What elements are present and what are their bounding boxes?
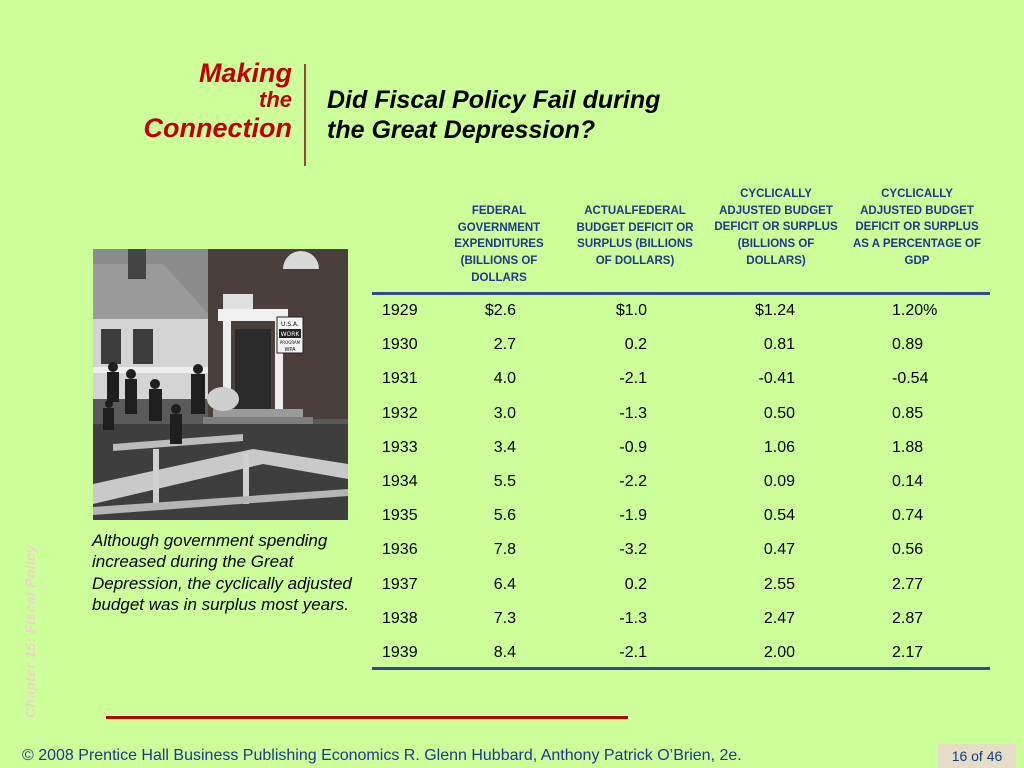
cell-actual-deficit: -0.9: [619, 438, 647, 456]
wpa-photo-illustration: [93, 249, 348, 520]
table-row: [372, 362, 990, 396]
cell-cyclically-adjusted: 0.81: [763, 336, 795, 354]
cell-federal-expenditures: 5.5: [493, 472, 516, 490]
brand-connection: Connection: [143, 112, 292, 143]
cell-cyclically-adjusted: 0.54: [763, 507, 795, 525]
brand-divider: [304, 64, 306, 166]
sign-text-wpa: WPA: [284, 347, 296, 353]
wpa-workers-photo: [93, 249, 348, 520]
cell-federal-expenditures: 8.4: [493, 643, 516, 661]
table-row: [372, 636, 990, 670]
cell-actual-deficit: -1.3: [619, 404, 647, 422]
cell-actual-deficit: -2.1: [619, 370, 647, 388]
cell-pct-gdp: 0.14: [892, 472, 924, 490]
table-row: [372, 397, 990, 431]
cell-pct-gdp: 0.56: [892, 541, 924, 559]
cell-federal-expenditures: 3.0: [493, 404, 516, 422]
brand-the: the: [259, 87, 292, 113]
cell-cyclically-adjusted: 2.55: [763, 575, 795, 593]
cell-pct-gdp: -0.54: [892, 370, 929, 388]
slide-title: [327, 85, 787, 145]
column-header-federal-expenditures: FEDERAL GOVERNMENT EXPENDITURES (BILLIONS OF DOLLARS: [454, 205, 544, 284]
cell-pct-gdp: 1.88: [892, 438, 924, 456]
making-the-connection-brand: [144, 58, 293, 143]
sign-text-program: PROGRAM: [279, 340, 301, 345]
photo-caption: Although government spending increased during the Great Depression, the cyclically adjusted budget was in surplus most years.: [92, 531, 352, 614]
cell-pct-gdp: 0.89: [892, 336, 924, 354]
cell-pct-gdp: 0.74: [892, 507, 924, 525]
brand-making: Making: [198, 58, 292, 88]
cell-cyclically-adjusted: 0.09: [763, 472, 795, 490]
cell-cyclically-adjusted: $1.24: [754, 302, 795, 319]
cell-actual-deficit: -1.9: [619, 507, 647, 525]
slide-title-line-2: the Great Depression?: [327, 116, 596, 144]
chapter-sidebar-label: Chapter 15: Fiscal Policy: [22, 544, 38, 718]
cell-year: 1930: [382, 336, 418, 354]
table-footer-rule: [372, 667, 990, 670]
cell-actual-deficit: -1.3: [619, 609, 647, 627]
cell-year: 1938: [382, 609, 418, 627]
slide-title-line-1: Did Fiscal Policy Fail during: [327, 86, 661, 114]
cell-actual-deficit: 0.2: [624, 575, 647, 593]
sign-text-work: WORK: [280, 331, 300, 338]
footer-credit: © 2008 Prentice Hall Business Publishing Economics R. Glenn Hubbard, Anthony Patrick O’Brien, 2e.: [22, 747, 742, 764]
cell-year: 1934: [382, 472, 418, 490]
cell-cyclically-adjusted: -0.41: [758, 370, 795, 388]
table-row: [372, 328, 990, 362]
cell-year: 1933: [382, 438, 418, 456]
cell-pct-gdp: 2.17: [892, 643, 924, 661]
cell-cyclically-adjusted: 2.47: [763, 609, 795, 627]
cell-cyclically-adjusted: 0.47: [763, 541, 795, 559]
cell-federal-expenditures: 7.3: [493, 609, 516, 627]
cell-federal-expenditures: 3.4: [493, 438, 516, 456]
cell-year: 1932: [382, 404, 418, 422]
cell-federal-expenditures: 4.0: [493, 370, 516, 388]
cell-actual-deficit: -3.2: [619, 541, 647, 559]
cell-year: 1939: [382, 643, 418, 661]
fiscal-data-table: [372, 294, 990, 670]
table-row: [372, 568, 990, 602]
cell-cyclically-adjusted: 0.50: [763, 404, 795, 422]
cell-cyclically-adjusted: 1.06: [763, 438, 795, 456]
table-row: [372, 431, 990, 465]
table-row: [372, 533, 990, 567]
cell-pct-gdp: 2.87: [892, 609, 924, 627]
cell-federal-expenditures: 2.7: [493, 336, 516, 354]
cell-federal-expenditures: $2.6: [484, 302, 516, 319]
table-row: [372, 602, 990, 636]
cell-federal-expenditures: 7.8: [493, 541, 516, 559]
cell-actual-deficit: -2.2: [619, 472, 647, 490]
column-header-cyclically-adjusted-deficit: CYCLICALLY ADJUSTED BUDGET DEFICIT OR SURPLUS (BILLIONS OF DOLLARS): [714, 188, 838, 267]
cell-cyclically-adjusted: 2.00: [763, 643, 795, 661]
column-header-actual-budget-deficit: ACTUALFEDERAL BUDGET DEFICIT OR SURPLUS (BILLIONS OF DOLLARS): [576, 205, 694, 268]
cell-actual-deficit: $1.0: [615, 302, 647, 319]
page-indicator: 16 of 46: [938, 744, 1016, 768]
footer-divider: [106, 716, 628, 719]
cell-federal-expenditures: 6.4: [493, 575, 516, 593]
cell-pct-gdp: 2.77: [892, 575, 924, 593]
table-row: [372, 294, 990, 328]
cell-year: 1935: [382, 507, 418, 525]
cell-year: 1931: [382, 370, 418, 388]
sign-text-usa: U.S.A.: [281, 321, 299, 328]
cell-pct-gdp: 1.20%: [892, 302, 938, 319]
cell-year: 1937: [382, 575, 418, 593]
table-row: [372, 499, 990, 533]
cell-actual-deficit: 0.2: [624, 336, 647, 354]
cell-pct-gdp: 0.85: [892, 404, 924, 422]
cell-actual-deficit: -2.1: [619, 643, 647, 661]
cell-year: 1936: [382, 541, 418, 559]
cell-federal-expenditures: 5.6: [493, 507, 516, 525]
cell-year: 1929: [382, 302, 418, 319]
column-header-cyclically-adjusted-pct-gdp: CYCLICALLY ADJUSTED BUDGET DEFICIT OR SURPLUS AS A PERCENTAGE OF GDP: [853, 188, 981, 267]
table-row: [372, 465, 990, 499]
